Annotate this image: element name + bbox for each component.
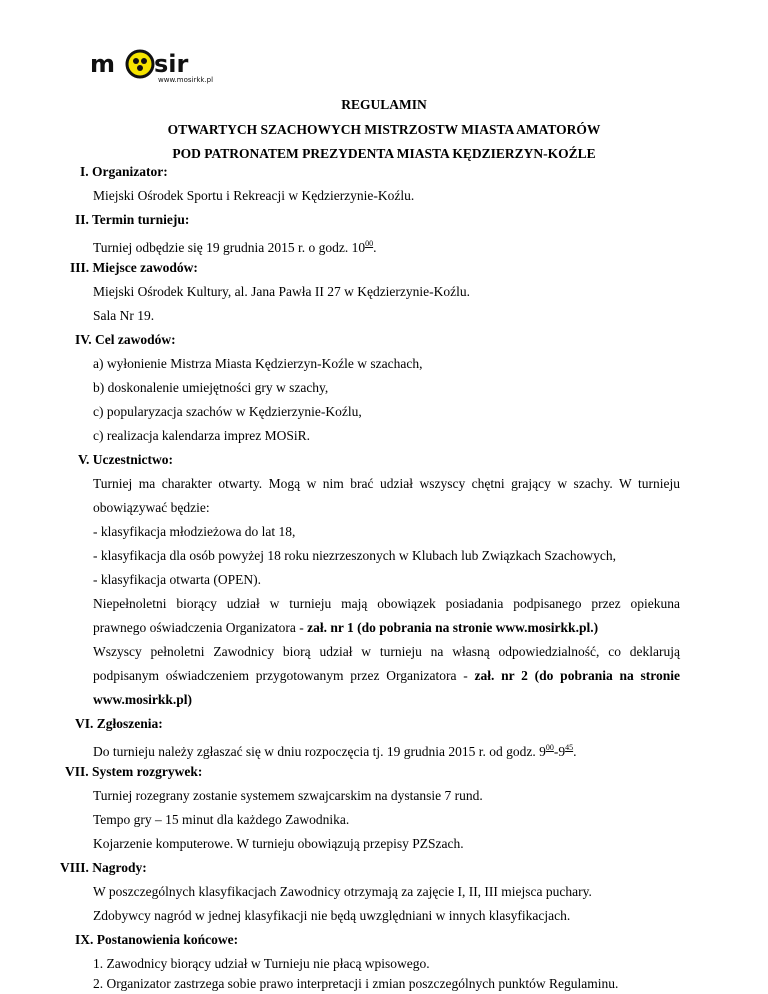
section-4-item: c) realizacja kalendarza imprez MOSiR.: [93, 428, 311, 443]
section-3-heading: III. Miejsce zawodów:: [70, 260, 198, 275]
section-9-heading: IX. Postanowienia końcowe:: [75, 932, 239, 947]
section-6-sup-1: 00: [545, 743, 554, 752]
section-5-bullet-1: - klasyfikacja młodzieżowa do lat 18,: [93, 524, 296, 539]
section-4-item: a) wyłonienie Mistrza Miasta Kędzierzyn-Koźle w szachach,: [93, 356, 423, 371]
logo-left-text: m: [90, 50, 116, 78]
logo-url: www.mosirkk.pl: [158, 76, 214, 84]
section-2-text: [93, 235, 376, 257]
section-9-line-1: 1. Zawodnicy biorący udział w Turnieju nie płacą wpisowego.: [93, 956, 430, 971]
section-4-heading: IV. Cel zawodów:: [75, 332, 176, 347]
section-4-item: c) popularyzacja szachów w Kędzierzynie-Koźlu,: [93, 404, 362, 419]
section-7-line-2: Tempo gry – 15 minut dla każdego Zawodnika.: [93, 812, 350, 827]
section-5-bullet-3: - klasyfikacja otwarta (OPEN).: [93, 572, 261, 587]
section-2-main: Turniej odbędzie się 19 grudnia 2015 r. o godz. 10: [93, 240, 366, 255]
section-5-p3-plain: podpisanym oświadczeniem przygotowanym przez Organizatora -: [93, 668, 475, 683]
section-8-line-1: W poszczególnych klasyfikacjach Zawodnicy otrzymają za zajęcie I, II, III miejsca puchary.: [93, 884, 592, 899]
section-6-main: Do turnieju należy zgłaszać się w dniu rozpoczęcia tj. 19 grudnia 2015 r. od godz. 9: [93, 744, 546, 759]
section-2-sup: 00: [365, 239, 374, 248]
section-5-heading: V. Uczestnictwo:: [78, 452, 173, 467]
doc-title: REGULAMIN: [341, 97, 427, 112]
section-5-p1-line-2: obowiązywać będzie:: [93, 500, 210, 515]
doc-subtitle-2: POD PATRONATEM PREZYDENTA MIASTA KĘDZIERZYN-KOŹLE: [172, 146, 596, 161]
section-5-p3-bold: zał. nr 2 (do pobrania na stronie: [474, 668, 680, 683]
section-5-p2-bold: zał. nr 1 (do pobrania na stronie www.mosirkk.pl.): [307, 620, 599, 635]
section-5-p2-plain: prawnego oświadczenia Organizatora -: [93, 620, 308, 635]
doc-subtitle-1: OTWARTYCH SZACHOWYCH MISTRZOSTW MIASTA AMATORÓW: [167, 122, 601, 137]
section-6-sup-2: 45: [565, 743, 574, 752]
section-7-line-3: Kojarzenie komputerowe. W turnieju obowiązują przepisy PZSzach.: [93, 836, 464, 851]
section-3-line-2: Sala Nr 19.: [93, 308, 155, 323]
section-6-tail: .: [573, 744, 577, 759]
section-4-item: b) doskonalenie umiejętności gry w szachy,: [93, 380, 329, 395]
section-6-text: [93, 739, 576, 761]
section-5-p3-line-2: [93, 667, 680, 685]
logo-right-text: sir: [154, 50, 189, 78]
section-5-p2-line-1: Niepełnoletni biorący udział w turnieju mają obowiązek posiadania podpisanego przez opiekuna: [93, 596, 680, 611]
section-7-line-1: Turniej rozegrany zostanie systemem szwajcarskim na dystansie 7 rund.: [93, 788, 483, 803]
section-5-p2-line-2: [93, 619, 598, 637]
section-6-heading: VI. Zgłoszenia:: [75, 716, 163, 731]
section-5-p3-line-3: www.mosirkk.pl): [93, 692, 193, 707]
section-6-mid: -9: [553, 744, 566, 759]
section-1-heading: I. Organizator:: [80, 164, 168, 179]
section-7-heading: VII. System rozgrywek:: [65, 764, 203, 779]
section-9-line-2: 2. Organizator zastrzega sobie prawo interpretacji i zmian poszczególnych punktów Regulaminu.: [93, 976, 619, 991]
section-2-heading: II. Termin turnieju:: [75, 212, 190, 227]
section-5-p3-line-1: Wszyscy pełnoletni Zawodnicy biorą udział w turnieju na własną odpowiedzialność, co deklarują: [93, 644, 680, 659]
mosir-logo-graphic: [90, 48, 220, 86]
section-5-p1-line-1: Turniej ma charakter otwarty. Mogą w nim brać udział wszyscy chętni grający w szachy. W turnieju: [93, 476, 680, 491]
section-1-text: Miejski Ośrodek Sportu i Rekreacji w Kędzierzynie-Koźlu.: [93, 188, 415, 203]
section-3-line-1: Miejski Ośrodek Kultury, al. Jana Pawła II 27 w Kędzierzynie-Koźlu.: [93, 284, 471, 299]
section-8-heading: VIII. Nagrody:: [60, 860, 147, 875]
section-5-bullet-2: - klasyfikacja dla osób powyżej 18 roku niezrzeszonych w Klubach lub Związkach Szachowych,: [93, 548, 616, 563]
section-2-tail: .: [373, 240, 377, 255]
section-8-line-2: Zdobywcy nagród w jednej klasyfikacji nie będą uwzględniani w innych klasyfikacjach.: [93, 908, 571, 923]
mosir-logo: [90, 48, 220, 86]
